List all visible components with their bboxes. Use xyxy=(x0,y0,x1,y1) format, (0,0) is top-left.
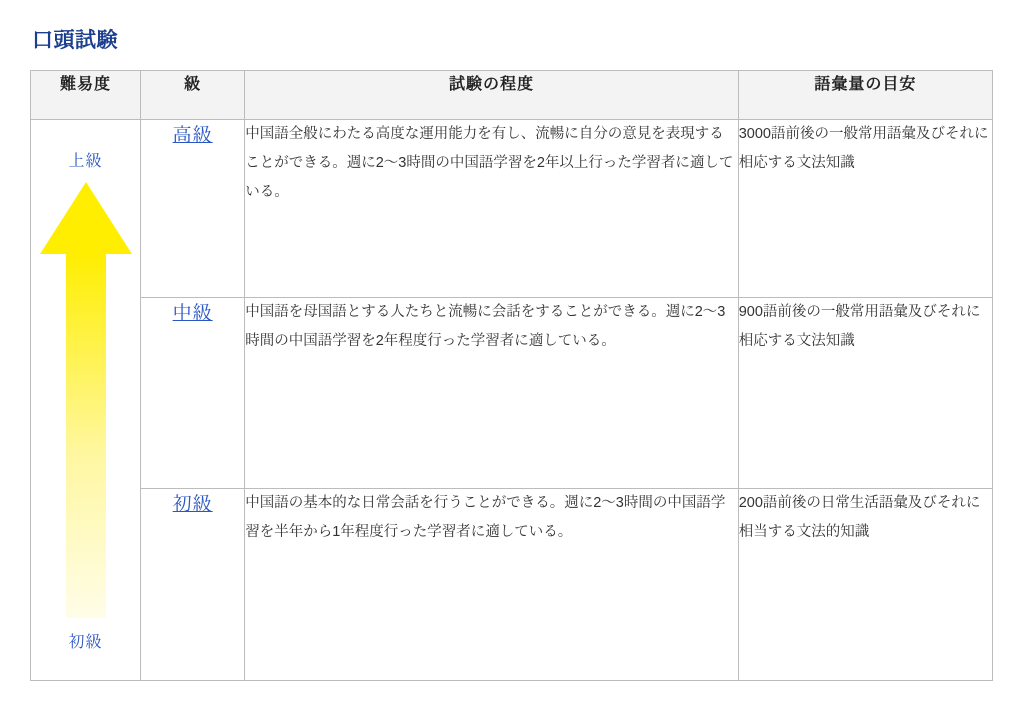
grade-link-beginner[interactable]: 初級 xyxy=(172,494,213,516)
difficulty-axis-cell xyxy=(31,120,141,681)
grade-cell-advanced[interactable] xyxy=(141,120,245,298)
level-table xyxy=(30,70,993,681)
vocabulary-cell-beginner: 200語前後の日常生活語彙及びそれに相当する文法的知識 xyxy=(738,489,992,681)
grade-cell-beginner[interactable] xyxy=(141,489,245,681)
vocabulary-cell-advanced: 3000語前後の一般常用語彙及びそれに相応する文法知識 xyxy=(738,120,992,298)
description-cell-beginner: 中国語の基本的な日常会話を行うことができる。週に2〜3時間の中国語学習を半年から1年程度行った学習者に適している。 xyxy=(245,489,739,681)
table-row xyxy=(31,297,993,489)
difficulty-bottom-label: 初級 xyxy=(68,634,103,651)
grade-link-advanced[interactable]: 高級 xyxy=(172,125,213,146)
description-cell-intermediate: 中国語を母国語とする人たちと流暢に会話をすることができる。週に2〜3時間の中国語学習を2年程度行った学習者に適している。 xyxy=(245,297,739,489)
table-row xyxy=(31,120,993,298)
header-vocabulary: 語彙量の目安 xyxy=(738,71,992,120)
header-difficulty: 難易度 xyxy=(31,71,141,120)
grade-cell-intermediate[interactable] xyxy=(141,297,245,489)
table-header-row xyxy=(31,71,993,120)
vocabulary-cell-intermediate: 900語前後の一般常用語彙及びそれに相応する文法知識 xyxy=(738,297,992,489)
difficulty-top-label: 上級 xyxy=(68,153,103,170)
difficulty-axis-inner xyxy=(31,120,140,680)
table-row xyxy=(31,489,993,681)
grade-link-intermediate[interactable]: 中級 xyxy=(172,302,213,324)
up-arrow-icon xyxy=(40,182,132,618)
arrow-body-shape xyxy=(66,253,106,618)
header-grade: 級 xyxy=(141,71,245,120)
table-header xyxy=(31,71,993,120)
arrow-head-shape xyxy=(40,182,132,254)
table-body xyxy=(31,120,993,681)
page-title: 口頭試験 xyxy=(32,29,118,52)
header-description: 試験の程度 xyxy=(245,71,739,120)
description-cell-advanced: 中国語全般にわたる高度な運用能力を有し、流暢に自分の意見を表現することができる。週に2〜3時間の中国語学習を2年以上行った学習者に適している。 xyxy=(245,120,739,298)
